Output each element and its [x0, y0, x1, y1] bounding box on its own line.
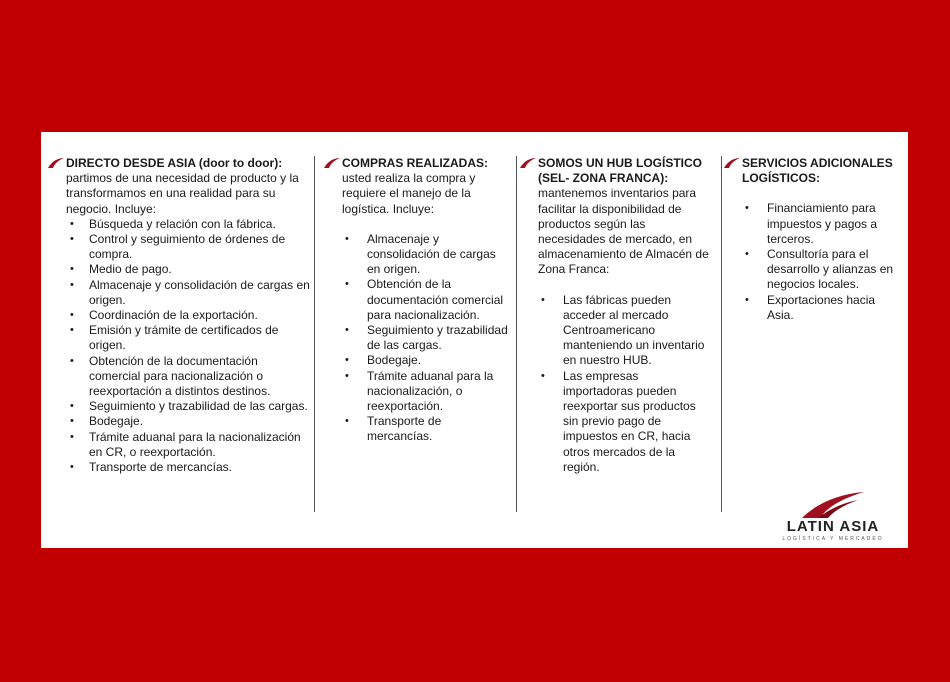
column-door-to-door: [49, 156, 311, 475]
list-item: • Obtención de la documentación comercial para nacionalización.: [327, 277, 509, 323]
list-item: • Las fábricas pueden acceder al mercado Centroamericano manteniendo un inventario en nuestro HUB.: [523, 293, 711, 369]
swoosh-icon: [723, 157, 741, 169]
column-title: SERVICIOS ADICIONALES LOGÍSTICOS:: [742, 156, 893, 186]
column-intro: partimos de una necesidad de producto y la transformamos en una realidad para su negocio. Incluye:: [66, 171, 299, 216]
list-item: • Almacenaje y consolidación de cargas en origen.: [327, 232, 509, 278]
column-heading: [725, 156, 901, 186]
column-hub-logistico: [521, 156, 711, 475]
content-panel: [41, 132, 908, 548]
swoosh-icon: [47, 157, 65, 169]
column-divider: [721, 156, 722, 512]
swoosh-icon: [323, 157, 341, 169]
service-list: [66, 217, 311, 475]
list-item: • Consultoría para el desarrollo y alianzas en negocios locales.: [727, 247, 901, 293]
column-intro: mantenemos inventarios para facilitar la disponibilidad de productos según las necesidades de mercado, en almacenamiento de Almacén de Zona Franca:: [538, 186, 709, 277]
list-item: • Medio de pago.: [66, 262, 311, 277]
column-heading: [521, 156, 711, 278]
swoosh-icon: [519, 157, 537, 169]
column-divider: [314, 156, 315, 512]
column-title: COMPRAS REALIZADAS:: [342, 156, 488, 170]
column-divider: [516, 156, 517, 512]
service-list: [523, 293, 711, 475]
list-item: • Trámite aduanal para la nacionalización en CR, o reexportación.: [66, 430, 311, 460]
list-item: • Bodegaje.: [66, 414, 311, 429]
list-item: • Las empresas importadoras pueden reexportar sus productos sin previo pago de impuestos en CR, hacia otros mercados de la región.: [523, 369, 711, 475]
column-title: SOMOS UN HUB LOGÍSTICO (SEL- ZONA FRANCA):: [538, 156, 703, 186]
list-item: • Transporte de mercancías.: [327, 414, 509, 444]
column-compras-realizadas: [325, 156, 509, 445]
list-item: • Búsqueda y relación con la fábrica.: [66, 217, 311, 232]
column-intro: usted realiza la compra y requiere el manejo de la logística. Incluye:: [342, 171, 476, 216]
list-item: • Trámite aduanal para la nacionalización, o reexportación.: [327, 369, 509, 415]
logo-tagline: LOGÍSTICA Y MERCADEO: [782, 536, 884, 542]
list-item: • Financiamiento para impuestos y pagos a terceros.: [727, 201, 901, 247]
column-heading: [49, 156, 311, 217]
list-item: • Bodegaje.: [327, 353, 509, 368]
list-item: • Seguimiento y trazabilidad de las cargas.: [327, 323, 509, 353]
service-list: [327, 232, 509, 445]
logo-name: LATIN ASIA: [786, 518, 880, 535]
column-servicios-adicionales: [725, 156, 901, 323]
service-list: [727, 201, 901, 323]
list-item: • Control y seguimiento de órdenes de compra.: [66, 232, 311, 262]
column-heading: [325, 156, 509, 217]
list-item: • Seguimiento y trazabilidad de las cargas.: [66, 399, 311, 414]
list-item: • Emisión y trámite de certificados de origen.: [66, 323, 311, 353]
list-item: • Transporte de mercancías.: [66, 460, 311, 475]
latin-asia-logo: [778, 490, 888, 542]
list-item: • Almacenaje y consolidación de cargas en origen.: [66, 278, 311, 308]
list-item: • Coordinación de la exportación.: [66, 308, 311, 323]
column-title: DIRECTO DESDE ASIA (door to door):: [66, 156, 283, 170]
list-item: • Obtención de la documentación comercial para nacionalización o reexportación a distintos destinos.: [66, 354, 311, 400]
logo-swoosh-icon: [798, 490, 868, 520]
list-item: • Exportaciones hacia Asia.: [727, 293, 901, 323]
